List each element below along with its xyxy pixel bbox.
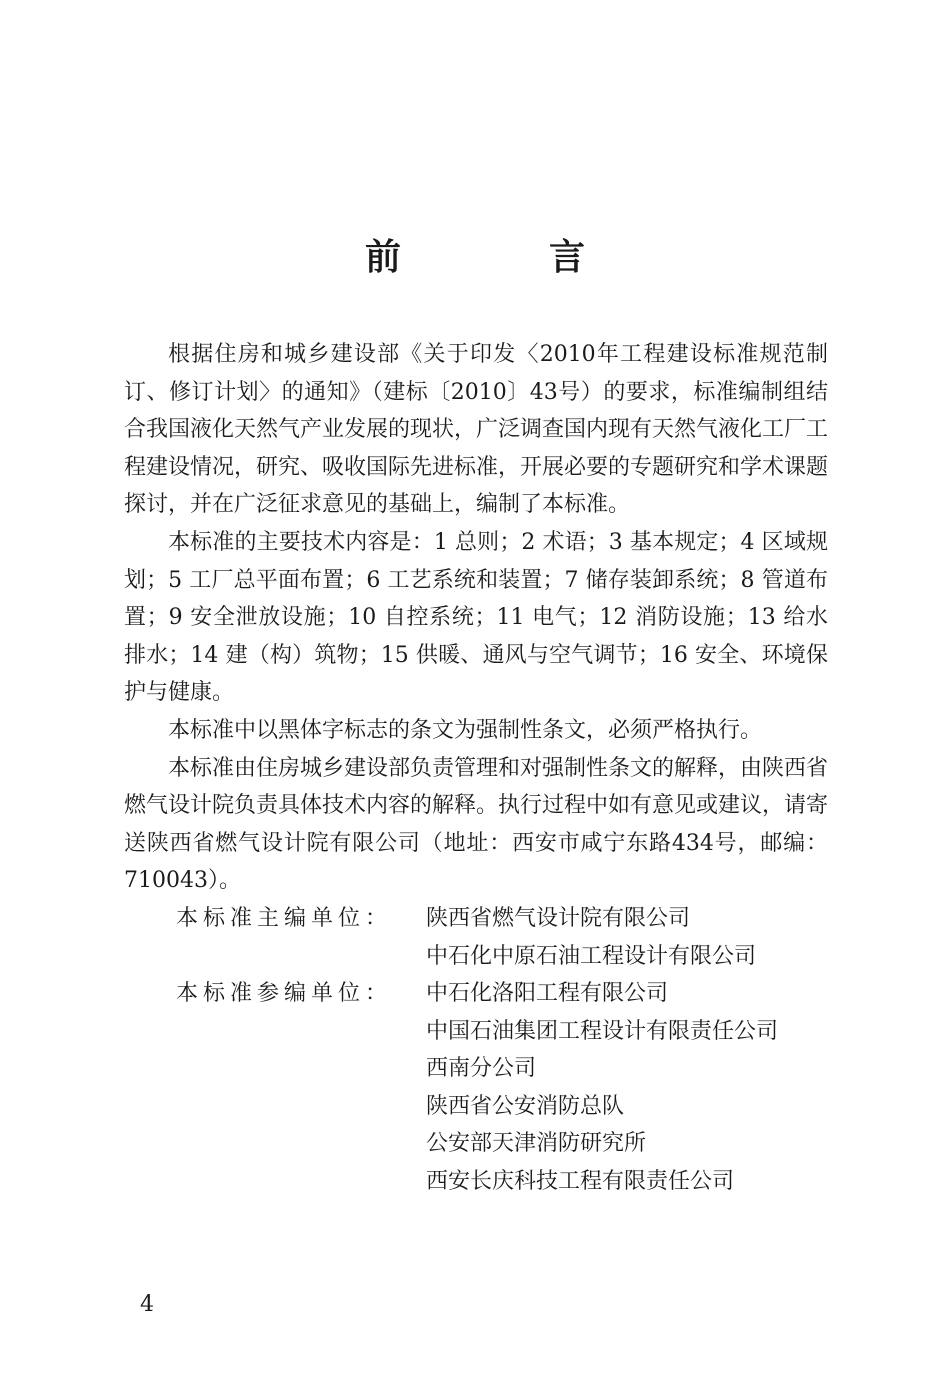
participating-unit-item: 西安长庆科技工程有限责任公司	[426, 1169, 735, 1195]
participating-units-label: 本标准参编单位：	[176, 981, 393, 1007]
paragraph-mandatory-provisions: 本标准中以黑体字标志的条文为强制性条文，必须严格执行。	[168, 717, 763, 743]
participating-unit-item: 中石化洛阳工程有限公司	[426, 981, 669, 1007]
paragraph-management: 本标准由住房城乡建设部负责管理和对强制性条文的解释，由陕西省燃气设计院负责具体技术内容的解释。执行过程中如有意见或建议，请寄送陕西省燃气设计院有限公司（地址：西安市咸宁东路434号，邮编：710043）。	[124, 755, 829, 894]
chief-units-label: 本标准主编单位：	[176, 905, 393, 931]
chief-unit-item: 中石化中原石油工程设计有限公司	[426, 943, 757, 969]
paragraph-technical-content: 本标准的主要技术内容是：1 总则；2 术语；3 基本规定；4 区域规划；5 工厂总平面布置；6 工艺系统和装置；7 储存装卸系统；8 管道布置；9 安全泄放设施；10 自控系统；11 电气；12 消防设施；13 给水排水；14 建（构）筑物；15 供暖、通风与空气调节；16 安全、环境保护与健康。	[124, 529, 828, 706]
participating-unit-item: 中国石油集团工程设计有限责任公司	[426, 1018, 779, 1044]
participating-unit-item: 公安部天津消防研究所	[426, 1131, 647, 1157]
participating-unit-item: 西南分公司	[426, 1056, 537, 1082]
page-number: 4	[140, 1292, 154, 1317]
paragraph-intro: 根据住房和城乡建设部《关于印发〈2010年工程建设标准规范制订、修订计划〉的通知》（建标〔2010〕43号）的要求，标准编制组结合我国液化天然气产业发展的现状，广泛调查国内现有天然气液化工厂工程建设情况，研究、吸收国际先进标准，开展必要的专题研究和学术课题探讨，并在广泛征求意见的基础上，编制了本标准。	[124, 342, 829, 518]
chief-unit-item: 陕西省燃气设计院有限公司	[426, 905, 691, 931]
chief-units-list	[426, 900, 828, 975]
preface-body	[124, 336, 828, 1201]
participating-units-list	[426, 975, 828, 1201]
participating-units-section	[124, 975, 828, 1201]
page-title: 前 言	[364, 236, 641, 278]
chief-units-section	[124, 900, 828, 975]
participating-unit-item: 陕西省公安消防总队	[426, 1093, 625, 1119]
